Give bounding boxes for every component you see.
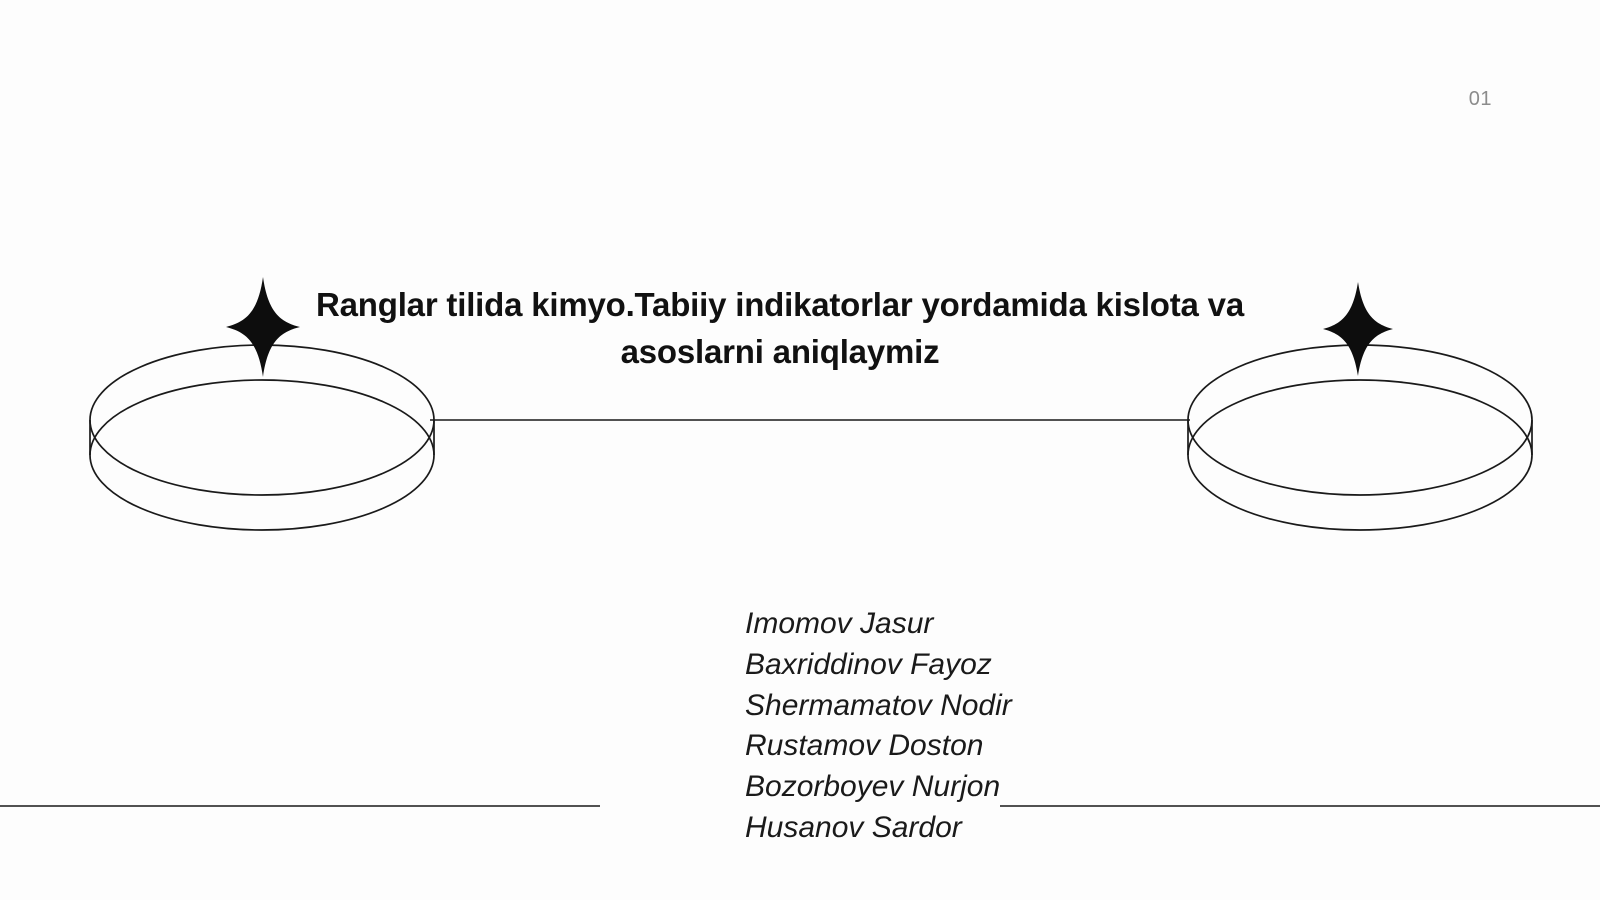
page-title: Ranglar tilida kimyo.Tabiiy indikatorlar yordamida kislota va asoslarni aniqlaymiz	[316, 286, 1244, 370]
author-list	[745, 604, 1012, 849]
list-item: Husanov Sardor	[745, 810, 962, 844]
page-number: 01	[1468, 88, 1492, 110]
list-item: Shermamatov Nodir	[745, 688, 1012, 722]
sparkle-icon-right	[1323, 282, 1393, 376]
list-item: Imomov Jasur	[745, 607, 934, 640]
sparkle-icon-left	[226, 277, 300, 377]
list-item: Bozorboyev Nurjon	[745, 770, 1001, 804]
list-item: Rustamov Doston	[745, 729, 984, 763]
list-item: Baxriddinov Fayoz	[745, 647, 992, 681]
